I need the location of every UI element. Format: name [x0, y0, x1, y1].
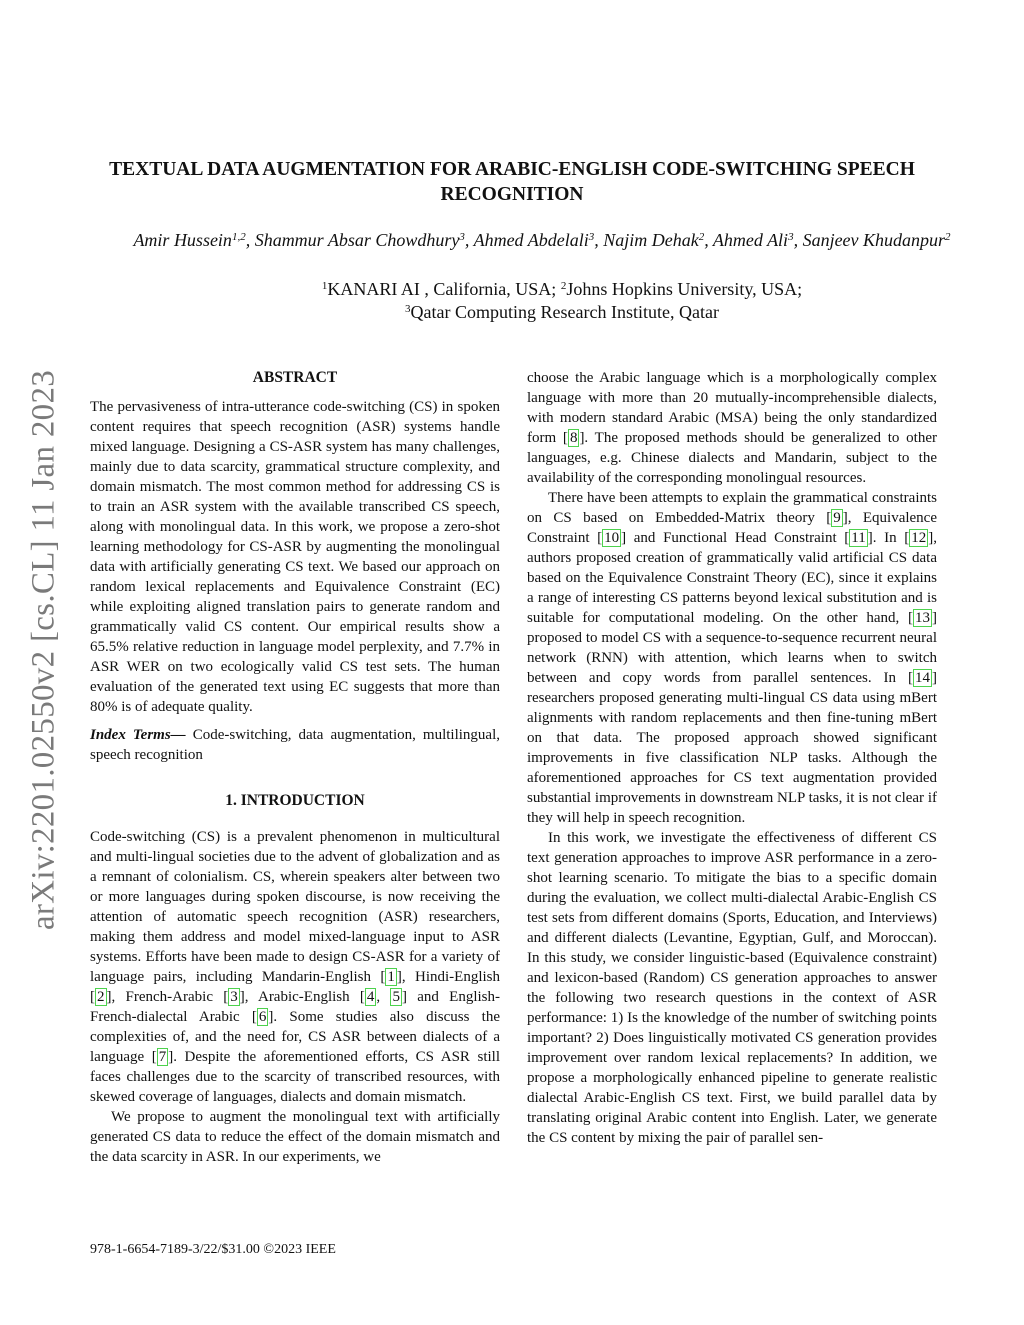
- citation-link[interactable]: 3: [230, 989, 238, 1005]
- citation-link[interactable]: 14: [915, 670, 930, 686]
- abstract-heading: ABSTRACT: [252, 369, 338, 386]
- citation-link[interactable]: 12: [911, 530, 927, 546]
- citation-link[interactable]: 10: [604, 530, 620, 546]
- author: Amir Hussein: [133, 230, 232, 250]
- intro-paragraph-4: There have been attempts to explain the grammatical constraints on CS based on Embedded-Matrix theory [ 9 ], Equivalence Constraint [ 10 ] and Functional Head Constraint [ 11 ]. In [ 12 ], authors proposed creation of grammatically valid artificial CS data based on the Equivalence Constraint Theory (EC), since it explains a range of interesting CS patterns beyond lexical substitution and is suitable for computational modeling. On the other hand, [ 13 ] proposed to model CS with a sequence-to-sequence recurrent neural network (RNN) with attention, which learns when to switch between and copy words from parallel sentences. In [ 14 ] researchers proposed generating multi-lingual CS data using mBert alignments with random replacements and then fine-tuning mBert on that data. The proposed approach showed significant improvements in five classification NLP tasks. Although the aforementioned approaches for CS text augmentation provided substantial improvements in downstream NLP tasks, it is not clear if they will help in speech recognition.: [527, 490, 937, 826]
- citation-link[interactable]: 13: [915, 610, 930, 626]
- author: Ahmed Abdelali: [473, 230, 589, 250]
- citation-link[interactable]: 1: [387, 969, 395, 985]
- author: Najim Dehak: [603, 230, 699, 250]
- author: Ahmed Ali: [712, 230, 789, 250]
- intro-paragraph-3: choose the Arabic language which is a morphologically complex language with more than 20 mutually-incomprehensible dialects, with modern standard Arabic (MSA) being the only standardized form [ 8 ]. The proposed methods should be generalized to other languages, e.g. Chinese dialects and Mandarin, subject to the availability of the corresponding monolingual resources.: [527, 370, 938, 486]
- arxiv-stamp: arXiv:2201.02550v2 [cs.CL] 11 Jan 2023: [25, 369, 62, 931]
- author-list: Amir Hussein$^{1,2}$, Shammur Absar Chowdhury$^3$, Ahmed Abdelali$^3$, Najim Dehak$^2$, Ahmed Ali$^3$, Sanjeev Khudanpur$^2$: [133, 230, 951, 250]
- affiliations: $^1$KANARI AI , California, USA; $^2$Johns Hopkins University, USA; $^3$Qatar Computing Research Institute, Qatar: [321, 279, 803, 322]
- paper-title: TEXTUAL DATA AUGMENTATION FOR ARABIC-ENGLISH CODE-SWITCHING SPEECH RECOGNITION: [109, 159, 915, 205]
- intro-paragraph-5: In this work, we investigate the effectiveness of different CS text generation approaches to improve ASR performance in a zero-shot learning scenario. To mitigate the bias to a specific domain during the evaluation, we collect multi-dialectal Arabic-English CS test sets from different domains (Sports, Education, and Interviews) and different dialects (Levantine, Egyptian, Gulf, and Moroccan). In this study, we consider linguistic-based (Equivalence constraint) and lexicon-based (Random) CS generation approaches to answer the following two research questions in the context of ASR performance: 1) Is the knowledge of the number of switching points important? 2) Does linguistically motivated CS generation provides improvement over random lexical replacements? In addition, we propose a morphologically enhanced pipeline to generate realistic dialectal Arabic-English CS text. First, we build parallel data by translating original Arabic content into English. Later, we generate the CS content by mixing the pair of parallel sen-: [527, 830, 937, 1146]
- citation-link[interactable]: 6: [258, 1009, 267, 1025]
- index-terms: Index Terms— Code-switching, data augmentation, multilingual, speech recognition: [90, 727, 501, 763]
- citation-link[interactable]: 11: [851, 530, 866, 546]
- intro-paragraph-1: Code-switching (CS) is a prevalent phenomenon in multicultural and multi-lingual societies due to the advent of globalization and as a remnant of colonialism. CS, wherein speakers alter between two or more languages during spoken discourse, is now receiving the attention of automatic speech recognition (ASR) researchers, making them address and model mixed-language input to ASR systems. Efforts have been made to design CS-ASR for a variety of language pairs, including Mandarin-English [ 1 ], Hindi-English [ 2 ], French-Arabic [ 3 ], Arabic-English [ 4 , 5 ] and English-French-dialectal Arabic [ 6 ]. Some studies also discuss the complexities of, and the need for, CS ASR between dialects of a language [ 7 ]. Despite the aforementioned efforts, CS ASR still faces challenges due to the scarcity of transcribed resources, with skewed coverage of languages, dialects and domain mismatch.: [90, 829, 501, 1105]
- intro-paragraph-2: We propose to augment the monolingual text with artificially generated CS data to reduce the effect of the domain mismatch and the data scarcity in ASR. In our experiments, we: [90, 1109, 500, 1165]
- introduction-heading: 1. INTRODUCTION: [225, 792, 365, 809]
- right-column: [527, 368, 937, 1148]
- citation-link[interactable]: 9: [833, 510, 841, 526]
- citation-link[interactable]: 5: [392, 989, 400, 1005]
- abstract-text: The pervasiveness of intra-utterance code-switching (CS) in spoken content requires that speech recognition (ASR) systems handle mixed language. Designing a CS-ASR system has many challenges, mainly due to data scarcity, grammatical structure complexity, and domain mismatch. The most common method for addressing CS is to train an ASR system with the available transcribed CS speech, along with monolingual data. In this work, we propose a zero-shot learning methodology for CS-ASR by augmenting the monolingual data with artificially generating CS text. We based our approach on random lexical replacements and Equivalence Constraint (EC) while exploiting aligned translation pairs to generate random and grammatically valid CS content. Our empirical results show a 65.5% relative reduction in language model perplexity, and 7.7% in ASR WER on two ecologically valid CS test sets. The human evaluation of the generated text using EC suggests that more than 80% is of adequate quality.: [90, 399, 500, 715]
- left-column: [90, 368, 500, 1167]
- author: Shammur Absar Chowdhury: [254, 230, 460, 250]
- copyright-footer: 978-1-6654-7189-3/22/$31.00 ©2023 IEEE: [90, 1242, 336, 1257]
- citation-link[interactable]: 4: [366, 989, 375, 1005]
- citation-link[interactable]: 2: [97, 989, 105, 1005]
- citation-link[interactable]: 7: [158, 1049, 167, 1065]
- author: Sanjeev Khudanpur: [802, 230, 946, 250]
- citation-link[interactable]: 8: [569, 430, 578, 446]
